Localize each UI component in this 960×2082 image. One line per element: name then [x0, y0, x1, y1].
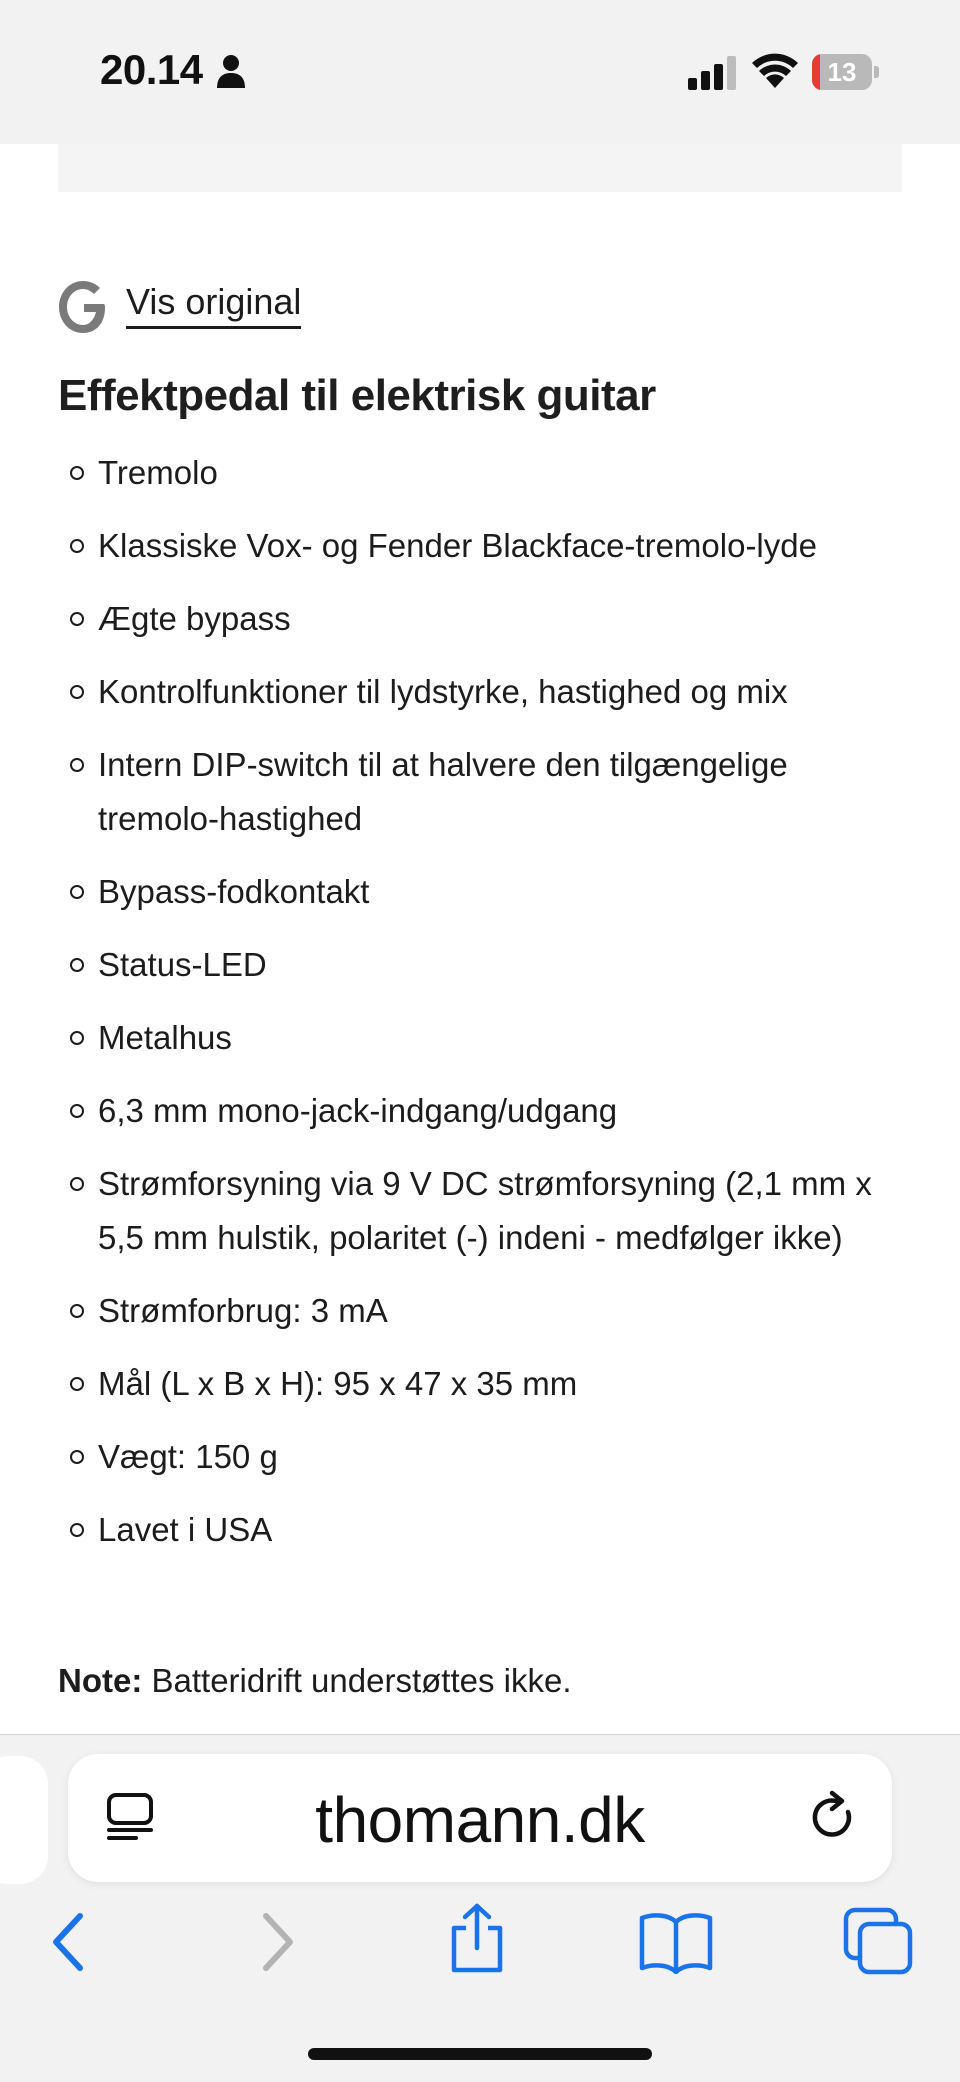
url-text[interactable]: thomann.dk: [315, 1784, 645, 1856]
bullet-icon: [70, 1450, 84, 1464]
bullet-icon: [70, 1104, 84, 1118]
list-item: Mål (L x B x H): 95 x 47 x 35 mm: [58, 1357, 908, 1411]
bullet-icon: [70, 612, 84, 626]
forward-icon[interactable]: [256, 1910, 300, 1974]
list-item: Kontrolfunktioner til lydstyrke, hastighed og mix: [58, 665, 908, 719]
home-indicator: [308, 2048, 652, 2060]
bullet-icon: [70, 1304, 84, 1318]
share-icon[interactable]: [446, 1902, 508, 1974]
bullet-icon: [70, 758, 84, 772]
bookmarks-icon[interactable]: [638, 1910, 714, 1974]
list-item: Metalhus: [58, 1011, 908, 1065]
bullet-icon: [70, 1523, 84, 1537]
bullet-icon: [70, 539, 84, 553]
google-g-icon: [58, 280, 108, 334]
note-text: [58, 1654, 572, 1708]
list-item: Strømforsyning via 9 V DC strømforsyning (2,1 mm x 5,5 mm hulstik, polaritet (-) indeni - medfølger ikke): [58, 1157, 908, 1265]
list-item: Tremolo: [58, 446, 908, 500]
wifi-icon: [752, 52, 798, 90]
bullet-icon: [70, 1377, 84, 1391]
previous-tab-preview[interactable]: [0, 1756, 48, 1884]
feature-list: [58, 446, 908, 1576]
list-item: Ægte bypass: [58, 592, 908, 646]
status-time: 20.14: [100, 46, 203, 93]
list-item: Lavet i USA: [58, 1503, 908, 1557]
list-item: Intern DIP-switch til at halvere den tilgængelige tremolo-hastighed: [58, 738, 908, 846]
bullet-icon: [70, 885, 84, 899]
cellular-signal-icon: [688, 56, 736, 90]
content-placeholder-block: [58, 144, 902, 192]
back-icon[interactable]: [46, 1910, 90, 1974]
list-item: 6,3 mm mono-jack-indgang/udgang: [58, 1084, 908, 1138]
tabs-icon[interactable]: [842, 1906, 914, 1976]
battery-icon: [812, 54, 880, 90]
show-original-link[interactable]: Vis original: [126, 280, 301, 329]
list-item: Bypass-fodkontakt: [58, 865, 908, 919]
reader-mode-icon[interactable]: [106, 1792, 154, 1842]
battery-level: 13: [827, 57, 857, 87]
bullet-icon: [70, 1031, 84, 1045]
note-label: Note:: [58, 1662, 143, 1699]
list-item: Status-LED: [58, 938, 908, 992]
bullet-icon: [70, 466, 84, 480]
status-bar: [0, 0, 960, 144]
bullet-icon: [70, 1177, 84, 1191]
note-body: Batteridrift understøttes ikke.: [142, 1662, 572, 1699]
person-icon: [216, 54, 246, 90]
bullet-icon: [70, 685, 84, 699]
bullet-icon: [70, 958, 84, 972]
reload-icon[interactable]: [808, 1790, 858, 1844]
list-item: Strømforbrug: 3 mA: [58, 1284, 908, 1338]
list-item: Klassiske Vox- og Fender Blackface-tremolo-lyde: [58, 519, 908, 573]
page-title: Effektpedal til elektrisk guitar: [58, 371, 656, 420]
list-item: Vægt: 150 g: [58, 1430, 908, 1484]
